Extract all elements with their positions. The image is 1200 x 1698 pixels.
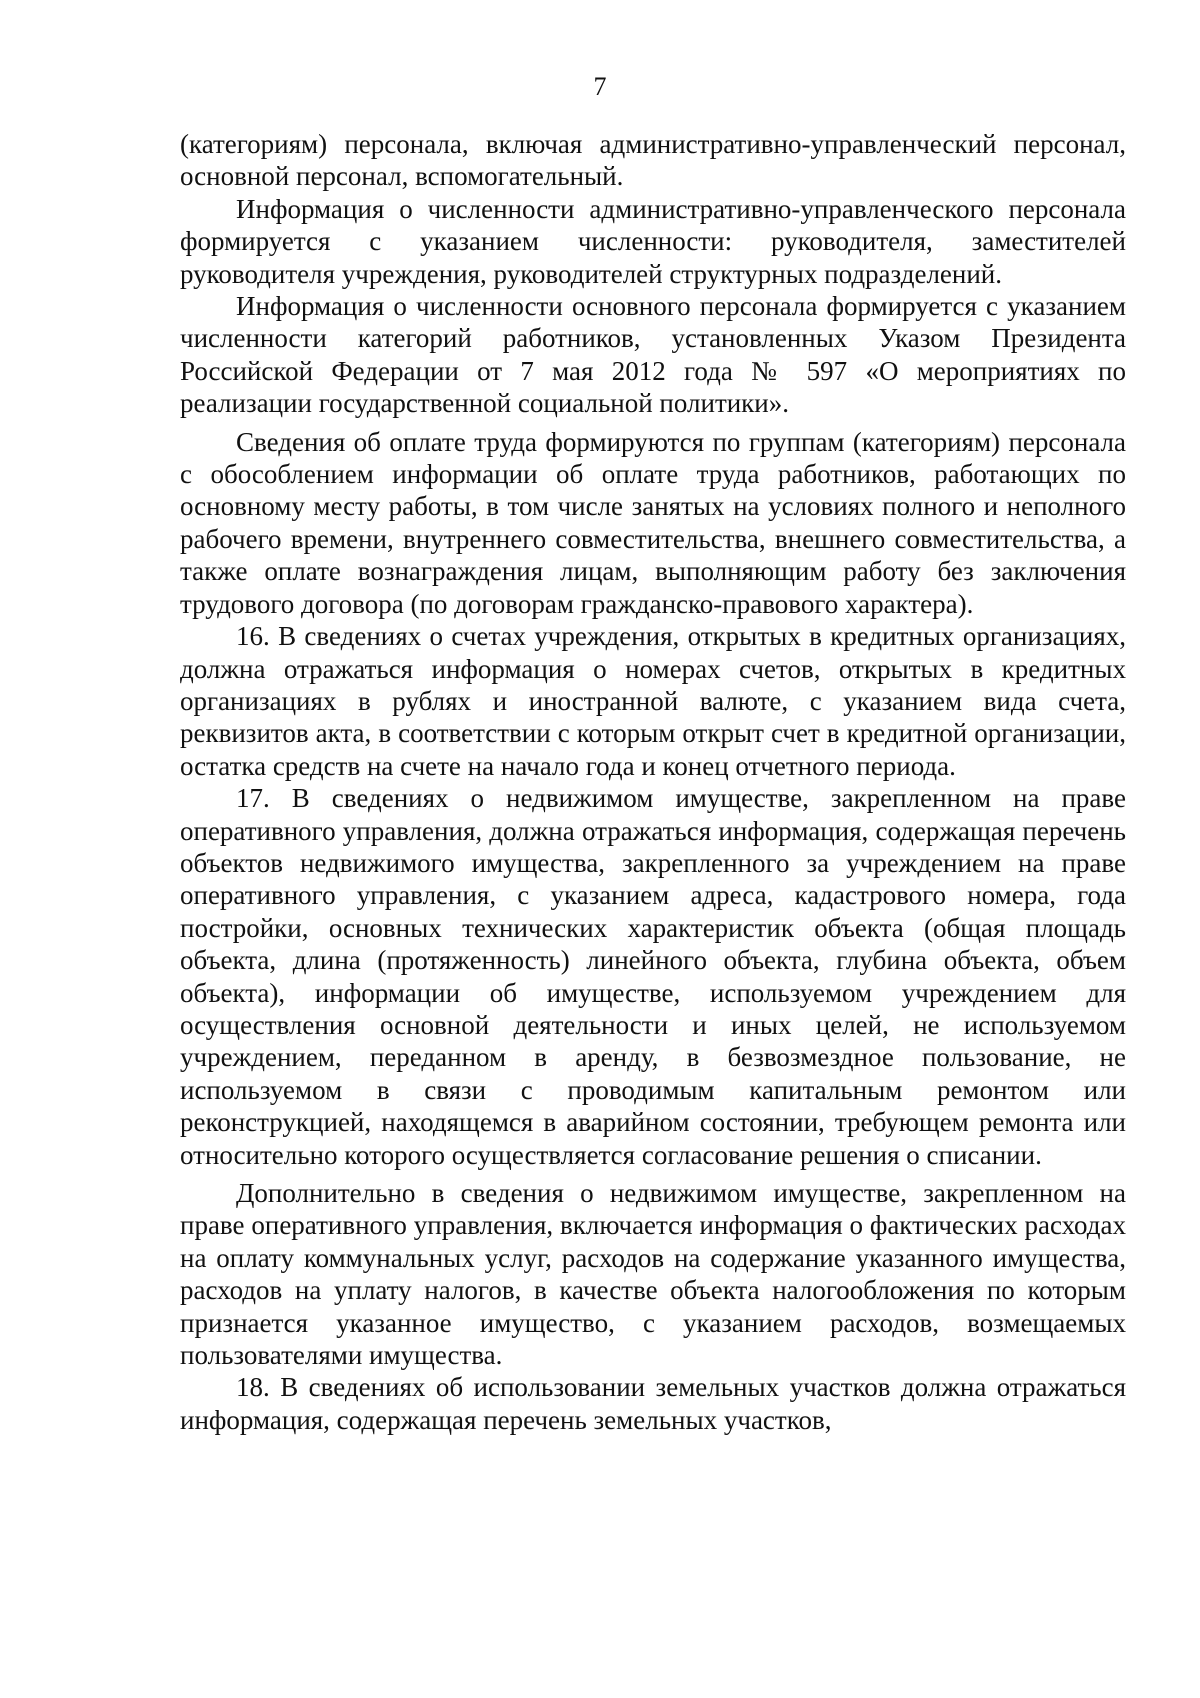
paragraph-payroll-info: Сведения об оплате труда формируются по группам (категориям) персонала с обособлением информации об оплате труда работников, работающих по основному месту работы, в том числе занятых на условиях полного и неполного рабочего времени, внутреннего совместительства, внешнего совместительства, а также оплате вознаграждения лицам, выполняющим работу без заключения трудового договора (по договорам гражданско-правового характера). xyxy=(180,426,1126,619)
document-body xyxy=(180,128,1126,1436)
paragraph-real-estate-expenses: Дополнительно в сведения о недвижимом имуществе, закрепленном на праве оперативного управления, включается информация о фактических расходах на оплату коммунальных услуг, расходов на содержание указанного имущества, расходов на уплату налогов, в качестве объекта налогообложения по которым признается указанное имущество, с указанием расходов, возмещаемых пользователями имущества. xyxy=(180,1178,1126,1371)
page-number: 7 xyxy=(593,72,607,101)
paragraph-admin-staff-info: Информация о численности административно-управленческого персонала формируется с указанием численности: руководителя, заместителей руководителя учреждения, руководителей структурных подразделений. xyxy=(180,193,1126,289)
paragraph-section-17-real-estate: 17. В сведениях о недвижимом имуществе, закрепленном на праве оперативного управления, должна отражаться информация, содержащая перечень объектов недвижимого имущества, закрепленного за учреждением на праве оперативного управления, с указанием адреса, кадастрового номера, года постройки, основных технических характеристик объекта (общая площадь объекта, длина (протяженность) линейного объекта, глубина объекта, объем объекта), информации об имуществе, используемом учреждением для осуществления основной деятельности и иных целей, не используемом учреждением, переданном в аренду, в безвозмездное пользование, не используемом в связи с проводимым капитальным ремонтом или реконструкцией, находящемся в аварийном состоянии, требующем ремонта или относительно которого осуществляется согласование решения о списании. xyxy=(180,783,1126,1170)
paragraph-personnel-categories: (категориям) персонала, включая административно-управленческий персонал, основной персонал, вспомогательный. xyxy=(180,129,1126,192)
paragraph-section-18-land-plots: 18. В сведениях об использовании земельных участков должна отражаться информация, содержащая перечень земельных участков, xyxy=(180,1372,1126,1435)
paragraph-core-staff-info: Информация о численности основного персонала формируется с указанием численности категорий работников, установленных Указом Президента Российской Федерации от 7 мая 2012 года № 597 «О мероприятиях по реализации государственной социальной политики». xyxy=(180,291,1126,419)
paragraph-section-16-bank-accounts: 16. В сведениях о счетах учреждения, открытых в кредитных организациях, должна отражаться информация о номерах счетов, открытых в кредитных организациях в рублях и иностранной валюте, с указанием вида счета, реквизитов акта, в соответствии с которым открыт счет в кредитной организации, остатка средств на счете на начало года и конец отчетного периода. xyxy=(180,621,1126,781)
